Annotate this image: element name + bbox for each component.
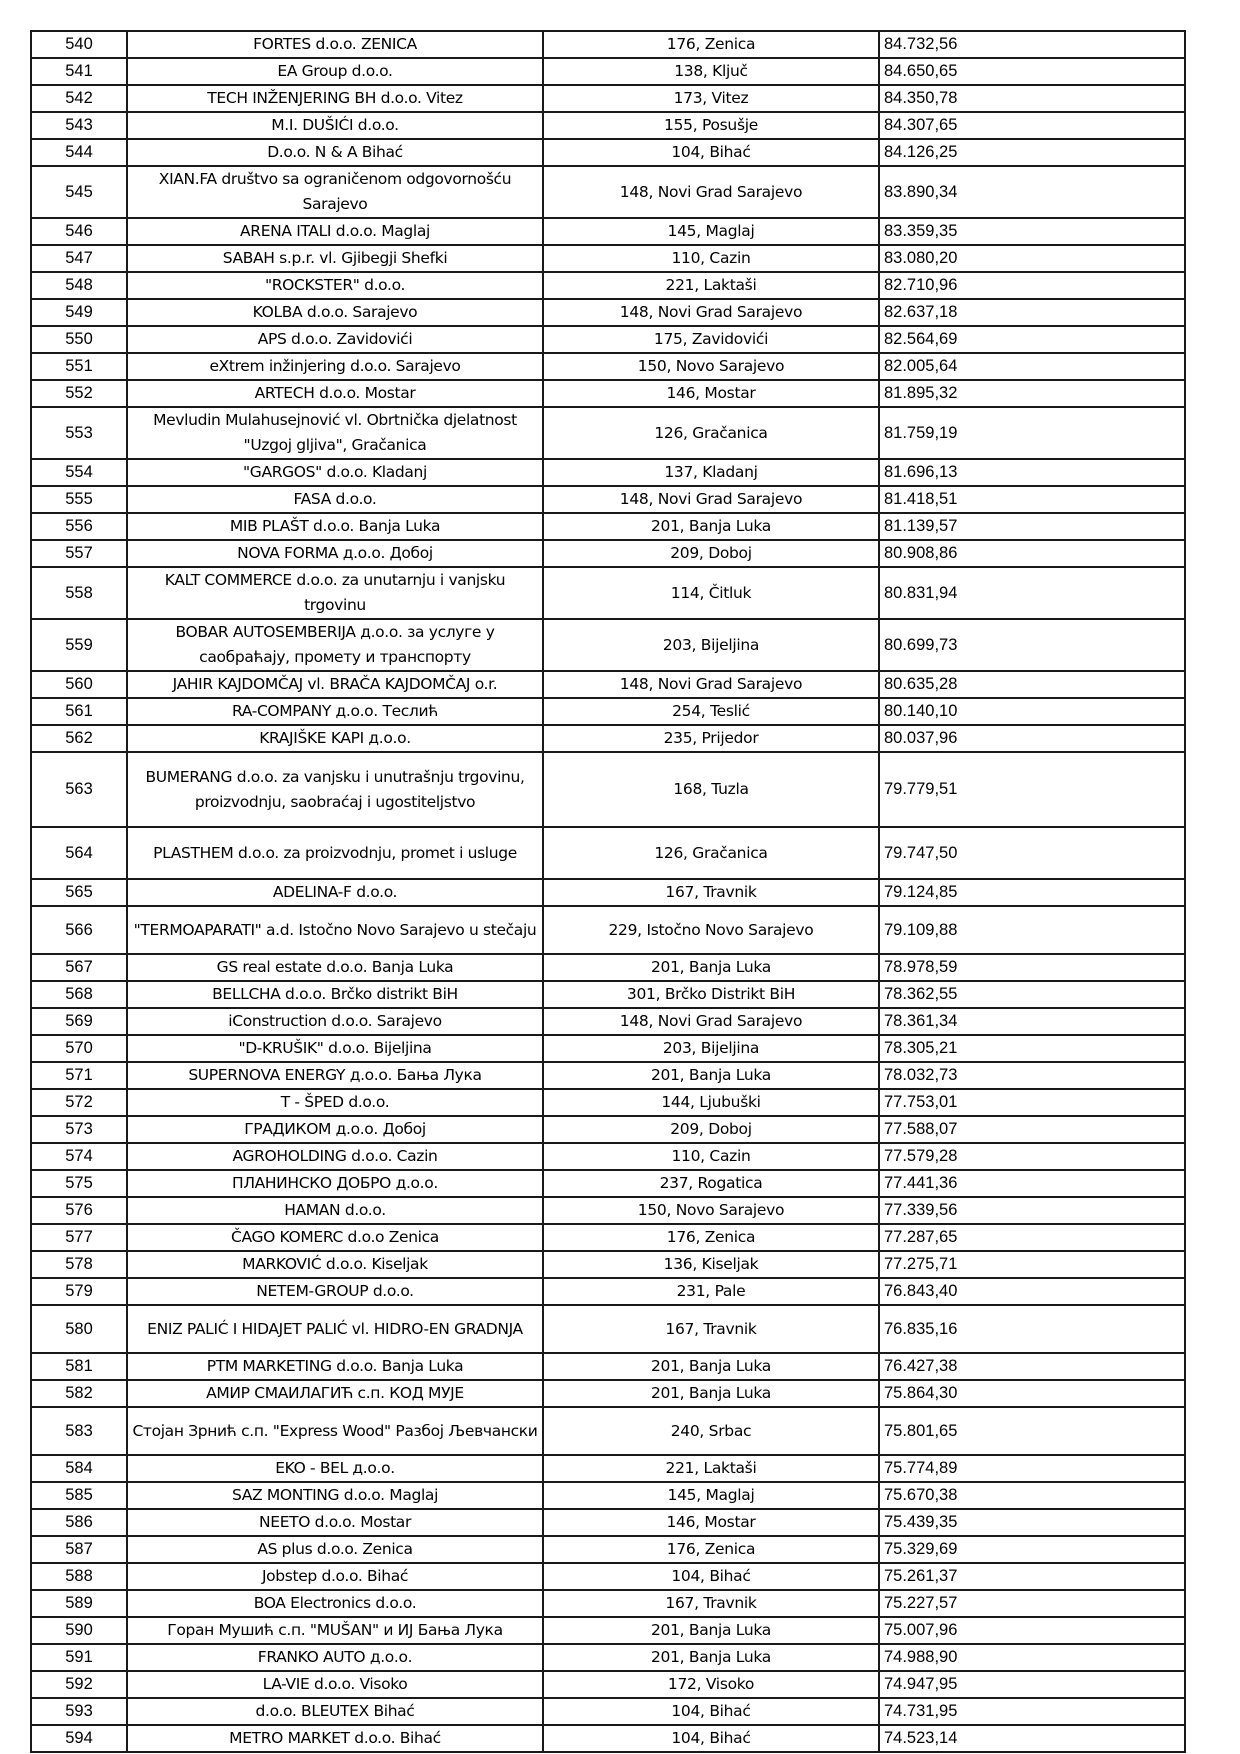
municipality-cell: 104, Bihać	[543, 1725, 879, 1752]
table-row	[31, 513, 1185, 540]
company-name-cell: KALT COMMERCE d.o.o. za unutarnju i vanjsku trgovinu	[127, 567, 543, 619]
row-number-cell: 555	[31, 486, 127, 513]
municipality-cell: 110, Cazin	[543, 245, 879, 272]
municipality-cell: 209, Doboj	[543, 540, 879, 567]
table-row	[31, 954, 1185, 981]
table-row	[31, 1143, 1185, 1170]
table-row	[31, 1725, 1185, 1752]
table-row	[31, 1563, 1185, 1590]
company-name-cell: АМИР СМАИЛАГИЋ с.п. КОД МУЈЕ	[127, 1380, 543, 1407]
municipality-cell: 146, Mostar	[543, 1509, 879, 1536]
company-name-cell: ADELINA-F d.o.o.	[127, 879, 543, 906]
amount-cell: 75.227,57	[879, 1590, 1185, 1617]
amount-cell: 79.779,51	[879, 752, 1185, 827]
row-number-cell: 566	[31, 906, 127, 954]
amount-cell: 77.579,28	[879, 1143, 1185, 1170]
municipality-cell: 201, Banja Luka	[543, 1380, 879, 1407]
row-number-cell: 568	[31, 981, 127, 1008]
table-row	[31, 698, 1185, 725]
amount-cell: 74.523,14	[879, 1725, 1185, 1752]
municipality-cell: 126, Gračanica	[543, 407, 879, 459]
amount-cell: 78.362,55	[879, 981, 1185, 1008]
amount-cell: 79.747,50	[879, 827, 1185, 879]
company-name-cell: APS d.o.o. Zavidovići	[127, 326, 543, 353]
amount-cell: 83.080,20	[879, 245, 1185, 272]
amount-cell: 84.307,65	[879, 112, 1185, 139]
company-name-cell: BUMERANG d.o.o. za vanjsku i unutrašnju trgovinu, proizvodnju, saobraćaj i ugostiteljstvo	[127, 752, 543, 827]
amount-cell: 74.731,95	[879, 1698, 1185, 1725]
table-row	[31, 1407, 1185, 1455]
amount-cell: 83.890,34	[879, 166, 1185, 218]
company-name-cell: T - ŠPED d.o.o.	[127, 1089, 543, 1116]
company-name-cell: EA Group d.o.o.	[127, 58, 543, 85]
table-row	[31, 139, 1185, 166]
row-number-cell: 543	[31, 112, 127, 139]
company-name-cell: LA-VIE d.o.o. Visoko	[127, 1671, 543, 1698]
municipality-cell: 201, Banja Luka	[543, 1617, 879, 1644]
company-name-cell: KRAJIŠKE KAPI д.о.о.	[127, 725, 543, 752]
row-number-cell: 563	[31, 752, 127, 827]
amount-cell: 75.439,35	[879, 1509, 1185, 1536]
amount-cell: 76.427,38	[879, 1353, 1185, 1380]
company-name-cell: AGROHOLDING d.o.o. Cazin	[127, 1143, 543, 1170]
company-name-cell: PLASTHEM d.o.o. za proizvodnju, promet i usluge	[127, 827, 543, 879]
municipality-cell: 148, Novi Grad Sarajevo	[543, 166, 879, 218]
table-row	[31, 619, 1185, 671]
municipality-cell: 145, Maglaj	[543, 218, 879, 245]
company-name-cell: EKO - BEL д.о.о.	[127, 1455, 543, 1482]
municipality-cell: 231, Pale	[543, 1278, 879, 1305]
municipality-cell: 201, Banja Luka	[543, 954, 879, 981]
municipality-cell: 176, Zenica	[543, 1536, 879, 1563]
amount-cell: 77.588,07	[879, 1116, 1185, 1143]
row-number-cell: 552	[31, 380, 127, 407]
row-number-cell: 578	[31, 1251, 127, 1278]
amount-cell: 82.564,69	[879, 326, 1185, 353]
amount-cell: 76.843,40	[879, 1278, 1185, 1305]
amount-cell: 81.895,32	[879, 380, 1185, 407]
municipality-cell: 235, Prijedor	[543, 725, 879, 752]
company-name-cell: FRANKO AUTO д.о.о.	[127, 1644, 543, 1671]
company-name-cell: KOLBA d.o.o. Sarajevo	[127, 299, 543, 326]
amount-cell: 80.699,73	[879, 619, 1185, 671]
row-number-cell: 592	[31, 1671, 127, 1698]
row-number-cell: 553	[31, 407, 127, 459]
municipality-cell: 176, Zenica	[543, 1224, 879, 1251]
municipality-cell: 167, Travnik	[543, 1305, 879, 1353]
table-row	[31, 1590, 1185, 1617]
row-number-cell: 546	[31, 218, 127, 245]
row-number-cell: 575	[31, 1170, 127, 1197]
municipality-cell: 201, Banja Luka	[543, 513, 879, 540]
municipality-cell: 110, Cazin	[543, 1143, 879, 1170]
table-row	[31, 752, 1185, 827]
row-number-cell: 565	[31, 879, 127, 906]
municipality-cell: 176, Zenica	[543, 31, 879, 58]
amount-cell: 78.978,59	[879, 954, 1185, 981]
company-name-cell: RA-COMPANY д.о.о. Теслић	[127, 698, 543, 725]
amount-cell: 81.139,57	[879, 513, 1185, 540]
amount-cell: 80.831,94	[879, 567, 1185, 619]
company-name-cell: Jobstep d.o.o. Bihać	[127, 1563, 543, 1590]
company-name-cell: d.o.o. BLEUTEX Bihać	[127, 1698, 543, 1725]
municipality-cell: 144, Ljubuški	[543, 1089, 879, 1116]
municipality-cell: 136, Kiseljak	[543, 1251, 879, 1278]
table-row	[31, 906, 1185, 954]
amount-cell: 76.835,16	[879, 1305, 1185, 1353]
row-number-cell: 581	[31, 1353, 127, 1380]
company-name-cell: MIB PLAŠT d.o.o. Banja Luka	[127, 513, 543, 540]
amount-cell: 81.759,19	[879, 407, 1185, 459]
municipality-cell: 172, Visoko	[543, 1671, 879, 1698]
row-number-cell: 573	[31, 1116, 127, 1143]
company-name-cell: ГРАДИКОМ д.о.о. Добој	[127, 1116, 543, 1143]
amount-cell: 79.109,88	[879, 906, 1185, 954]
table-row	[31, 1224, 1185, 1251]
municipality-cell: 126, Gračanica	[543, 827, 879, 879]
row-number-cell: 542	[31, 85, 127, 112]
municipality-cell: 146, Mostar	[543, 380, 879, 407]
amount-cell: 84.732,56	[879, 31, 1185, 58]
municipality-cell: 221, Laktaši	[543, 1455, 879, 1482]
company-name-cell: M.I. DUŠIĆI d.o.o.	[127, 112, 543, 139]
table-row	[31, 380, 1185, 407]
municipality-cell: 155, Posušje	[543, 112, 879, 139]
table-row	[31, 218, 1185, 245]
row-number-cell: 541	[31, 58, 127, 85]
company-name-cell: Mevludin Mulahusejnović vl. Obrtnička djelatnost "Uzgoj gljiva", Gračanica	[127, 407, 543, 459]
municipality-cell: 167, Travnik	[543, 879, 879, 906]
table-row	[31, 272, 1185, 299]
municipality-cell: 137, Kladanj	[543, 459, 879, 486]
municipality-cell: 229, Istočno Novo Sarajevo	[543, 906, 879, 954]
table-row	[31, 407, 1185, 459]
municipality-cell: 150, Novo Sarajevo	[543, 1197, 879, 1224]
amount-cell: 80.635,28	[879, 671, 1185, 698]
municipality-cell: 203, Bijeljina	[543, 619, 879, 671]
company-name-cell: BELLCHA d.o.o. Brčko distrikt BiH	[127, 981, 543, 1008]
row-number-cell: 570	[31, 1035, 127, 1062]
row-number-cell: 586	[31, 1509, 127, 1536]
table-row	[31, 1197, 1185, 1224]
table-row	[31, 1482, 1185, 1509]
amount-cell: 77.339,56	[879, 1197, 1185, 1224]
company-name-cell: ARTECH d.o.o. Mostar	[127, 380, 543, 407]
amount-cell: 75.329,69	[879, 1536, 1185, 1563]
company-name-cell: ENIZ PALIĆ I HIDAJET PALIĆ vl. HIDRO-EN GRADNJA	[127, 1305, 543, 1353]
table-row	[31, 1617, 1185, 1644]
row-number-cell: 589	[31, 1590, 127, 1617]
company-name-cell: eXtrem inžinjering d.o.o. Sarajevo	[127, 353, 543, 380]
company-name-cell: D.o.o. N & A Bihać	[127, 139, 543, 166]
municipality-cell: 148, Novi Grad Sarajevo	[543, 486, 879, 513]
municipality-cell: 104, Bihać	[543, 1698, 879, 1725]
row-number-cell: 576	[31, 1197, 127, 1224]
table-row	[31, 1353, 1185, 1380]
company-name-cell: NETEM-GROUP d.o.o.	[127, 1278, 543, 1305]
row-number-cell: 582	[31, 1380, 127, 1407]
company-name-cell: SUPERNOVA ENERGY д.о.о. Бања Лука	[127, 1062, 543, 1089]
municipality-cell: 221, Laktaši	[543, 272, 879, 299]
row-number-cell: 593	[31, 1698, 127, 1725]
municipality-cell: 104, Bihać	[543, 139, 879, 166]
row-number-cell: 587	[31, 1536, 127, 1563]
amount-cell: 77.441,36	[879, 1170, 1185, 1197]
amount-cell: 78.305,21	[879, 1035, 1185, 1062]
row-number-cell: 584	[31, 1455, 127, 1482]
table-row	[31, 827, 1185, 879]
municipality-cell: 167, Travnik	[543, 1590, 879, 1617]
municipality-cell: 168, Tuzla	[543, 752, 879, 827]
company-name-cell: JAHIR KAJDOMČAJ vl. BRAČA KAJDOMČAJ o.r.	[127, 671, 543, 698]
row-number-cell: 562	[31, 725, 127, 752]
amount-cell: 78.361,34	[879, 1008, 1185, 1035]
table-row	[31, 299, 1185, 326]
table-row	[31, 1305, 1185, 1353]
company-name-cell: FORTES d.o.o. ZENICA	[127, 31, 543, 58]
amount-cell: 78.032,73	[879, 1062, 1185, 1089]
table-row	[31, 353, 1185, 380]
company-name-cell: Стојан Зрнић с.п. "Express Wood" Разбој Љевчански	[127, 1407, 543, 1455]
amount-cell: 82.710,96	[879, 272, 1185, 299]
amount-cell: 75.670,38	[879, 1482, 1185, 1509]
company-name-cell: ARENA ITALI d.o.o. Maglaj	[127, 218, 543, 245]
company-name-cell: iConstruction d.o.o. Sarajevo	[127, 1008, 543, 1035]
row-number-cell: 560	[31, 671, 127, 698]
company-name-cell: ПЛАНИНСКО ДОБРО д.о.о.	[127, 1170, 543, 1197]
amount-cell: 75.774,89	[879, 1455, 1185, 1482]
row-number-cell: 574	[31, 1143, 127, 1170]
row-number-cell: 591	[31, 1644, 127, 1671]
company-name-cell: SABAH s.p.r. vl. Gjibegji Shefki	[127, 245, 543, 272]
amount-cell: 82.637,18	[879, 299, 1185, 326]
table-body	[31, 31, 1185, 1752]
row-number-cell: 583	[31, 1407, 127, 1455]
table-row	[31, 1536, 1185, 1563]
amount-cell: 75.801,65	[879, 1407, 1185, 1455]
company-name-cell: TECH INŽENJERING BH d.o.o. Vitez	[127, 85, 543, 112]
municipality-cell: 240, Srbac	[543, 1407, 879, 1455]
company-name-cell: PTM MARKETING d.o.o. Banja Luka	[127, 1353, 543, 1380]
amount-cell: 75.007,96	[879, 1617, 1185, 1644]
row-number-cell: 580	[31, 1305, 127, 1353]
municipality-cell: 150, Novo Sarajevo	[543, 353, 879, 380]
municipality-cell: 209, Doboj	[543, 1116, 879, 1143]
amount-cell: 74.988,90	[879, 1644, 1185, 1671]
row-number-cell: 557	[31, 540, 127, 567]
amount-cell: 77.753,01	[879, 1089, 1185, 1116]
company-name-cell: ČAGO KOMERC d.o.o Zenica	[127, 1224, 543, 1251]
row-number-cell: 545	[31, 166, 127, 218]
row-number-cell: 547	[31, 245, 127, 272]
recipients-table	[30, 30, 1186, 1753]
company-name-cell: AS plus d.o.o. Zenica	[127, 1536, 543, 1563]
amount-cell: 83.359,35	[879, 218, 1185, 245]
row-number-cell: 559	[31, 619, 127, 671]
row-number-cell: 564	[31, 827, 127, 879]
table-row	[31, 1278, 1185, 1305]
company-name-cell: SAZ MONTING d.o.o. Maglaj	[127, 1482, 543, 1509]
table-row	[31, 1698, 1185, 1725]
table-row	[31, 981, 1185, 1008]
amount-cell: 74.947,95	[879, 1671, 1185, 1698]
municipality-cell: 145, Maglaj	[543, 1482, 879, 1509]
table-row	[31, 671, 1185, 698]
amount-cell: 80.140,10	[879, 698, 1185, 725]
company-name-cell: HAMAN d.o.o.	[127, 1197, 543, 1224]
document-page	[30, 30, 1186, 1753]
municipality-cell: 237, Rogatica	[543, 1170, 879, 1197]
row-number-cell: 569	[31, 1008, 127, 1035]
table-row	[31, 540, 1185, 567]
company-name-cell: NOVA FORMA д.о.о. Добој	[127, 540, 543, 567]
table-row	[31, 1644, 1185, 1671]
company-name-cell: Горан Мушић с.п. "MUŠAN" и ИЈ Бања Лука	[127, 1617, 543, 1644]
table-row	[31, 326, 1185, 353]
municipality-cell: 201, Banja Luka	[543, 1353, 879, 1380]
table-row	[31, 166, 1185, 218]
row-number-cell: 594	[31, 1725, 127, 1752]
row-number-cell: 567	[31, 954, 127, 981]
table-row	[31, 1062, 1185, 1089]
company-name-cell: "D-KRUŠIK" d.o.o. Bijeljina	[127, 1035, 543, 1062]
table-row	[31, 1455, 1185, 1482]
table-row	[31, 459, 1185, 486]
table-row	[31, 486, 1185, 513]
municipality-cell: 254, Teslić	[543, 698, 879, 725]
company-name-cell: XIAN.FA društvo sa ograničenom odgovornošću Sarajevo	[127, 166, 543, 218]
company-name-cell: NEETO d.o.o. Mostar	[127, 1509, 543, 1536]
company-name-cell: METRO MARKET d.o.o. Bihać	[127, 1725, 543, 1752]
row-number-cell: 588	[31, 1563, 127, 1590]
municipality-cell: 148, Novi Grad Sarajevo	[543, 1008, 879, 1035]
amount-cell: 84.126,25	[879, 139, 1185, 166]
amount-cell: 77.275,71	[879, 1251, 1185, 1278]
municipality-cell: 301, Brčko Distrikt BiH	[543, 981, 879, 1008]
row-number-cell: 554	[31, 459, 127, 486]
company-name-cell: BOA Electronics d.o.o.	[127, 1590, 543, 1617]
table-row	[31, 245, 1185, 272]
table-row	[31, 1116, 1185, 1143]
amount-cell: 80.037,96	[879, 725, 1185, 752]
table-row	[31, 58, 1185, 85]
amount-cell: 75.261,37	[879, 1563, 1185, 1590]
amount-cell: 79.124,85	[879, 879, 1185, 906]
company-name-cell: "ROCKSTER" d.o.o.	[127, 272, 543, 299]
municipality-cell: 201, Banja Luka	[543, 1062, 879, 1089]
row-number-cell: 556	[31, 513, 127, 540]
municipality-cell: 148, Novi Grad Sarajevo	[543, 299, 879, 326]
row-number-cell: 590	[31, 1617, 127, 1644]
municipality-cell: 148, Novi Grad Sarajevo	[543, 671, 879, 698]
company-name-cell: MARKOVIĆ d.o.o. Kiseljak	[127, 1251, 543, 1278]
row-number-cell: 585	[31, 1482, 127, 1509]
amount-cell: 80.908,86	[879, 540, 1185, 567]
row-number-cell: 571	[31, 1062, 127, 1089]
amount-cell: 81.418,51	[879, 486, 1185, 513]
amount-cell: 84.350,78	[879, 85, 1185, 112]
row-number-cell: 550	[31, 326, 127, 353]
table-row	[31, 31, 1185, 58]
company-name-cell: GS real estate d.o.o. Banja Luka	[127, 954, 543, 981]
municipality-cell: 173, Vitez	[543, 85, 879, 112]
row-number-cell: 540	[31, 31, 127, 58]
amount-cell: 84.650,65	[879, 58, 1185, 85]
row-number-cell: 572	[31, 1089, 127, 1116]
table-row	[31, 112, 1185, 139]
table-row	[31, 1170, 1185, 1197]
row-number-cell: 561	[31, 698, 127, 725]
table-row	[31, 1509, 1185, 1536]
company-name-cell: FASA d.o.o.	[127, 486, 543, 513]
row-number-cell: 577	[31, 1224, 127, 1251]
company-name-cell: BOBAR AUTOSEMBERIJA д.о.о. за услуге у саобраћају, промету и транспорту	[127, 619, 543, 671]
municipality-cell: 104, Bihać	[543, 1563, 879, 1590]
municipality-cell: 114, Čitluk	[543, 567, 879, 619]
amount-cell: 77.287,65	[879, 1224, 1185, 1251]
table-row	[31, 725, 1185, 752]
table-row	[31, 1008, 1185, 1035]
row-number-cell: 579	[31, 1278, 127, 1305]
municipality-cell: 201, Banja Luka	[543, 1644, 879, 1671]
table-row	[31, 567, 1185, 619]
company-name-cell: "GARGOS" d.o.o. Kladanj	[127, 459, 543, 486]
table-row	[31, 85, 1185, 112]
table-row	[31, 879, 1185, 906]
municipality-cell: 138, Ključ	[543, 58, 879, 85]
amount-cell: 81.696,13	[879, 459, 1185, 486]
table-row	[31, 1380, 1185, 1407]
row-number-cell: 558	[31, 567, 127, 619]
municipality-cell: 175, Zavidovići	[543, 326, 879, 353]
table-row	[31, 1671, 1185, 1698]
row-number-cell: 549	[31, 299, 127, 326]
row-number-cell: 544	[31, 139, 127, 166]
row-number-cell: 551	[31, 353, 127, 380]
row-number-cell: 548	[31, 272, 127, 299]
amount-cell: 82.005,64	[879, 353, 1185, 380]
table-row	[31, 1089, 1185, 1116]
municipality-cell: 203, Bijeljina	[543, 1035, 879, 1062]
table-row	[31, 1035, 1185, 1062]
table-row	[31, 1251, 1185, 1278]
amount-cell: 75.864,30	[879, 1380, 1185, 1407]
company-name-cell: "TERMOAPARATI" a.d. Istočno Novo Sarajevo u stečaju	[127, 906, 543, 954]
